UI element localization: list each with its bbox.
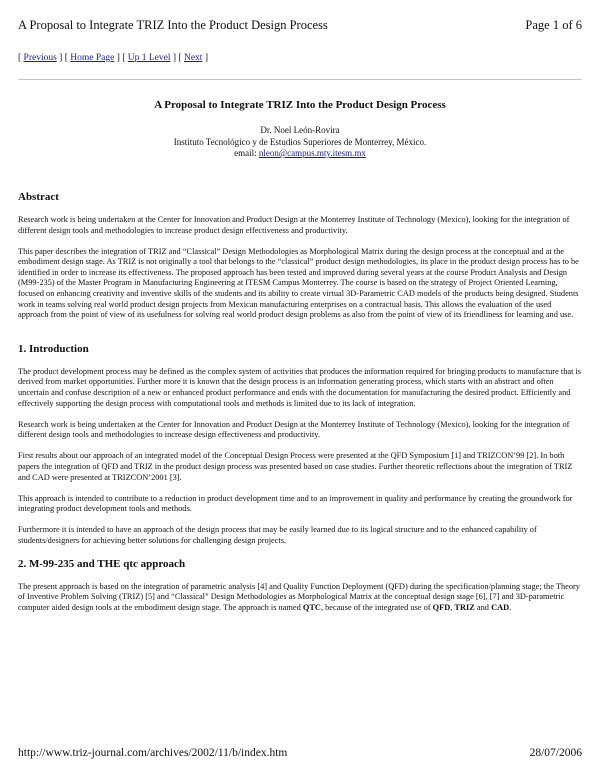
article-body <box>18 191 583 624</box>
footer-date: 28/07/2006 <box>529 747 582 759</box>
author: Dr. Noel León-Rovira <box>260 125 340 135</box>
abstract-heading: Abstract <box>18 191 59 203</box>
next-link[interactable]: Next <box>183 53 203 63</box>
article-meta <box>18 125 582 160</box>
section-gap <box>18 321 583 343</box>
email-label: email: <box>234 148 259 158</box>
page-number: Page 1 of 6 <box>525 18 582 32</box>
qtc-text: and <box>474 602 492 612</box>
email-link[interactable]: nleon@campus.mty.itesm.mx <box>258 148 366 158</box>
header-title: A Proposal to Integrate TRIZ Into the Product Design Process <box>18 18 328 32</box>
qtc-heading: 2. M-99-235 and THE qtc approach <box>18 557 186 570</box>
abstract-paragraph: This paper describes the integration of TRIZ and “Classical” Design Methodologies as Morphological Matrix during the design process at the conceptual and at the embodiment design stage. As TRIZ is not originally a tool that belongs to the “classical” product design methodologies, its place in the product design process has to be identified in order to increase its effectiveness. The proposed approach has been tested and improved during several years at the course Product Analysis and Design (M99-235) of the Master Program in Manufacturing Engineering at ITESM Campus Monterrey. The course is based on the strategy of Project Oriented Learning, focused on enhancing creativity and inventive skills of the students and its ability to create virtual 3D-Parametric CAD models of the products being designed. Students work in teams solving real world product design projects from Mexican manufacturing enterprises on a contractual basis. This allows the evaluation of the used approach from the point of view of its usefulness for solving real world product design problems as also from the point of view of its friendliness for learning and use. <box>18 246 579 320</box>
nav-bar: [ Previous ] [ Home Page ] [ Up 1 Level ] [ Next ] <box>18 53 208 63</box>
home-page-link[interactable]: Home Page <box>70 53 115 63</box>
introduction-paragraph: This approach is intended to contribute to a reduction in product development time and to an improvement in quality and performance by creating the groundwork for integrating product development tools and methods. <box>18 493 573 514</box>
up-level-link[interactable]: Up 1 Level <box>127 53 171 63</box>
introduction-paragraph: Research work is being undertaken at the Center for Innovation and Product Design at the Monterrey Institute of Technology (Mexico), looking for the integration of different design tools and methodologies to increase design effectiveness and productivity. <box>18 419 570 440</box>
spacer <box>18 549 583 558</box>
qfd-term: QFD <box>432 602 451 612</box>
qtc-paragraph <box>18 582 583 614</box>
triz-term: TRIZ <box>454 602 475 612</box>
previous-link[interactable]: Previous <box>23 53 57 63</box>
qtc-text: The present approach is based on the integration of parametric analysis [4] and Quality Function Deployment (QFD) during the specification/planning stage; the Theory of Inventive Problem Solving (TRIZ) [5] and “Classical” Design Methodologies as Morphological Matrix at the conceptual design stage [6], [7] and 3D-parametric computer aided design tools at the embodiment design stage. The approach is named <box>18 581 580 612</box>
footer-url: http://www.triz-journal.com/archives/2002/11/b/index.htm <box>18 747 288 759</box>
cad-term: CAD <box>491 602 510 612</box>
article-title: A Proposal to Integrate TRIZ Into the Product Design Process <box>154 99 446 111</box>
qtc-text: , because of the integrated use of <box>320 602 433 612</box>
abstract-paragraph: Research work is being undertaken at the Center for Innovation and Product Design at the Monterrey Institute of Technology (Mexico), looking for the integration of different design tools and methodologies to increase product design effectiveness and productivity. <box>18 215 570 235</box>
print-header <box>18 18 582 33</box>
affiliation: Instituto Tecnológico y de Estudios Superiores de Monterrey, México. <box>173 136 427 147</box>
introduction-paragraph: Furthermore it is intended to have an approach of the design process that may be easily learned due to its logical structure and to the enhanced capability of students/designers for achieving better solutions for challenging design projects. <box>18 525 537 545</box>
introduction-heading: 1. Introduction <box>18 342 89 355</box>
qtc-term: QTC <box>302 602 321 612</box>
horizontal-divider <box>18 79 582 80</box>
introduction-paragraph: First results about our approach of an integrated model of the Conceptual Design Process were presented at the QFD Symposium [1] and TRIZCON’99 [2]. In both papers the integration of QFD and TRIZ in the product design process was presented based on case studies. Further theoretic reflections about the integration of TRIZ and CAD were presented at TRIZCON’2001 [3]. <box>18 451 573 482</box>
introduction-paragraph: The product development process may be defined as the complex system of activities that produces the information required for bringing products to manufacture that is derived from market opportunities. Further more it is known that the design process is an information generating process, which starts with an abstract and often uncertain and confuse description of a new or enhanced product performance and ends with the documentation for manufacturing the desired product. Efficiently and effectively supporting the design process with computational tools and methods is limited due to its lack of integration. <box>18 366 582 408</box>
email-line <box>18 148 582 160</box>
print-footer <box>18 747 582 759</box>
qtc-text: . <box>509 602 512 612</box>
qtc-text: , <box>450 602 455 612</box>
